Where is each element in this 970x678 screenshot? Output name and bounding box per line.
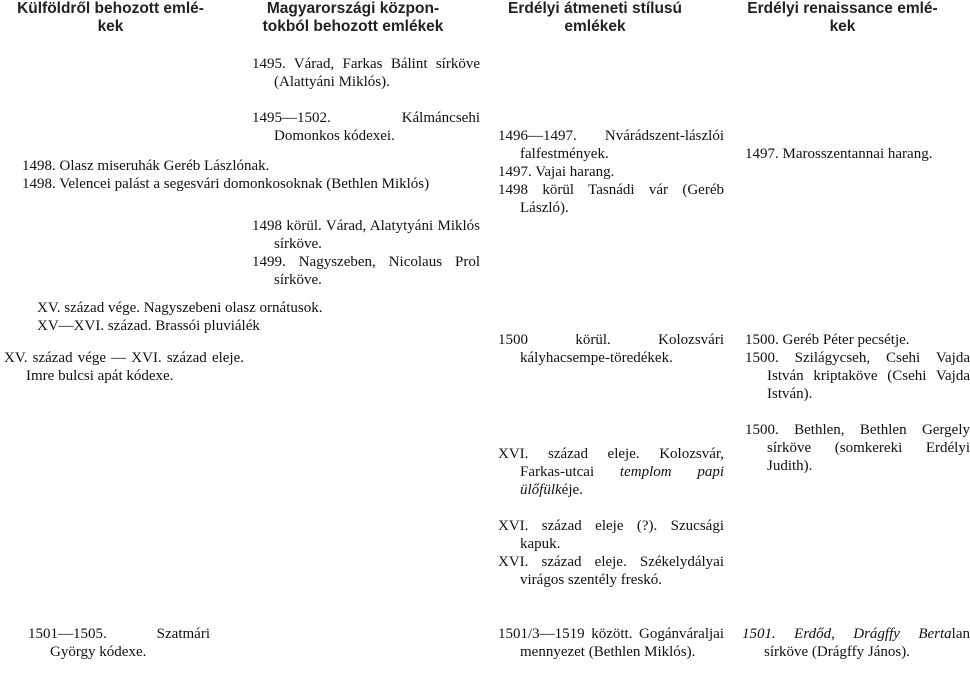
entry-1500-gereb: 1500. Geréb Péter pecsétje. (745, 332, 910, 348)
entry-1495-kalmancsehi: 1495—1502. Kálmáncsehi Domonkos kódexei. (252, 110, 480, 144)
entry-1501-erdod: 1501. Erdőd, Drágffy Bertalan sírköve (Drágffy János). (742, 626, 970, 660)
entry-1498-tasnadi: 1498 körül Tasnádi vár (Geréb László). (498, 182, 724, 216)
entry-1495-farkas: 1495. Várad, Farkas Bálint sírköve (Alattyáni Miklós). (252, 56, 480, 90)
entry-1497-vajai: 1497. Vajai harang. (498, 164, 615, 180)
entry-1496: 1496—1497. Nvárádszent-lászlói falfestmények. (498, 128, 724, 162)
entry-1498-olasz: 1498. Olasz miseruhák Geréb Lászlónak. (22, 158, 270, 174)
entry-1499: 1499. Nagyszeben, Nicolaus Prol sírköve. (252, 254, 480, 288)
entry-xvi-kolozsvar: XVI. század eleje. Kolozsvár, Farkas-utcai templom papi ülőfülkéje. (498, 446, 724, 498)
header-foreign: Külföldről behozott emlé- kek (17, 0, 204, 35)
entry-1500-kolozsvar: 1500 körül. Kolozsvári kályhacsempe-töredékek. (498, 332, 724, 366)
entry-1498-alattyani: 1498 körül. Várad, Alatytyáni Miklós sírköve. (252, 218, 480, 252)
header-domestic-centers: Magyarországi közpon- tokból behozott emlékek (262, 0, 444, 35)
entry-xv-xvi-brasso: XV—XVI. század. Brassói pluviálék (37, 318, 260, 334)
entry-xv-imre: XV. század vége — XVI. század eleje. Imre bulcsi apát kódexe. (4, 350, 244, 384)
entry-1497-marosszentanna: 1497. Marosszentannai harang. (745, 146, 933, 162)
entry-xvi-szekelydalya: XVI. század eleje. Székelydályai virágos szentély freskó. (498, 554, 724, 588)
entry-1500-szilagycseh: 1500. Szilágycseh, Csehi Vajda István kriptaköve (Csehi Vajda István). (745, 350, 970, 402)
entry-xvi-szucsag: XVI. század eleje (?). Szucsági kapuk. (498, 518, 724, 552)
header-renaissance: Erdélyi renaissance emlé- kek (747, 0, 938, 35)
entry-1501-szatmari: 1501—1505. Szatmári György kódexe. (28, 626, 210, 660)
entry-1501-goganvaralja: 1501/3—1519 között. Gogánváraljai mennyezet (Bethlen Miklós). (498, 626, 724, 660)
entry-1500-bethlen: 1500. Bethlen, Bethlen Gergely sírköve (somkereki Erdélyi Judith). (745, 422, 970, 474)
entry-1498-velencei: 1498. Velencei palást a segesvári domonkosoknak (Bethlen Miklós) (22, 176, 430, 192)
header-transitional: Erdélyi átmeneti stílusú emlékek (508, 0, 682, 35)
entry-xv-nagyszeben: XV. század vége. Nagyszebeni olasz ornátusok. (37, 300, 323, 316)
